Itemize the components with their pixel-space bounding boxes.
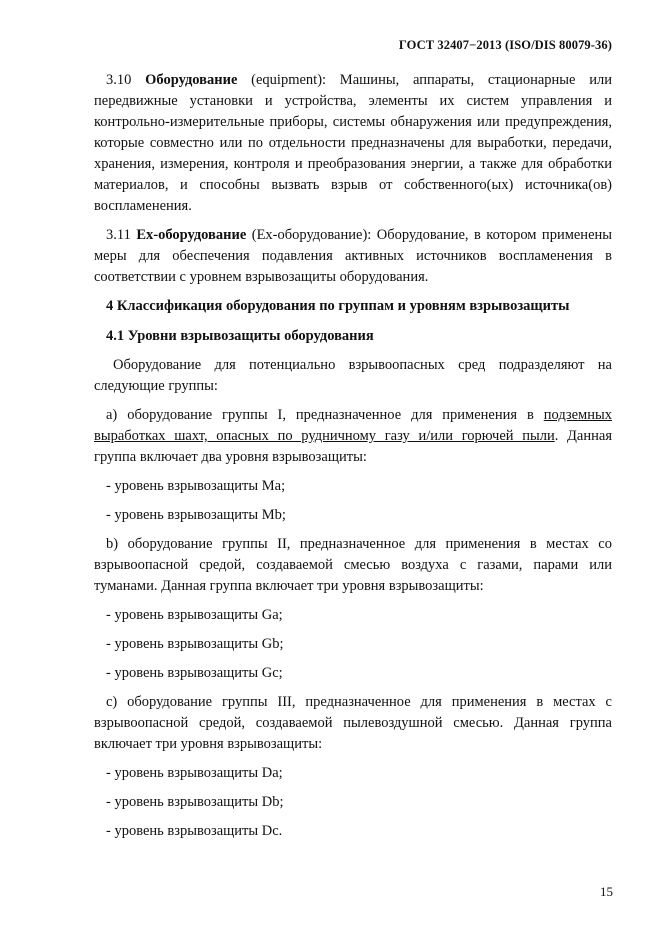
- document-header: ГОСТ 32407−2013 (ISO/DIS 80079-36): [398, 38, 612, 52]
- level-ma: - уровень взрывозащиты Ma;: [106, 478, 286, 494]
- level-gb: - уровень взрывозащиты Gb;: [106, 636, 284, 652]
- group-a-text-start: а) оборудование группы I, предназначенное для применения в: [106, 407, 544, 423]
- level-db: - уровень взрывозащиты Db;: [106, 794, 284, 810]
- clause-number: 3.10: [106, 72, 132, 88]
- level-dc: - уровень взрывозащиты Dc.: [106, 823, 283, 839]
- section-heading-4-1: 4.1 Уровни взрывозащиты оборудования: [106, 328, 374, 344]
- level-mb: - уровень взрывозащиты Mb;: [106, 507, 286, 523]
- page-number: 15: [600, 884, 613, 899]
- group-a-text-end: . Данная группа включает два уровня взрывозащиты:: [94, 428, 612, 465]
- definition-3-10: [94, 70, 612, 217]
- definition-text: (equipment): Машины, аппараты, стационарные или передвижные установки и устройства, элементы их систем управления и контрольно-измерительные приборы, системы обнаружения или предупреждения, которые совместно или по отдельности предназначены для выработки, передачи, хранения, измерения, контроля и преобразования энергии, а также для обработки материалов, и способны вызвать взрыв от собственного(ых) источника(ов) воспламенения.: [94, 72, 612, 214]
- group-c-paragraph: с) оборудование группы III, предназначенное для применения в местах с взрывоопасной средой, создаваемой пылевоздушной смесью. Данная группа включает три уровня взрывозащиты:: [94, 694, 612, 752]
- group-b-paragraph: b) оборудование группы II, предназначенное для применения в местах со взрывоопасной средой, создаваемой смесью воздуха с газами, парами или туманами. Данная группа включает три уровня взрывозащиты:: [94, 536, 612, 594]
- section-heading-4: 4 Классификация оборудования по группам и уровням взрывозащиты: [106, 298, 570, 314]
- term: Ex-оборудование: [136, 227, 247, 243]
- level-da: - уровень взрывозащиты Da;: [106, 765, 283, 781]
- group-a-paragraph: [94, 405, 612, 468]
- intro-paragraph: Оборудование для потенциально взрывоопасных сред подразделяют на следующие группы:: [94, 357, 612, 394]
- term: Оборудование: [145, 72, 238, 88]
- definition-3-11: [94, 225, 612, 288]
- level-ga: - уровень взрывозащиты Ga;: [106, 607, 283, 623]
- group-a-underlined-text: подземных выработках шахт, опасных по рудничному газу и/или горючей пыли: [94, 407, 612, 444]
- level-gc: - уровень взрывозащиты Gc;: [106, 665, 283, 681]
- page-content: [94, 70, 612, 850]
- clause-number: 3.11: [106, 227, 131, 243]
- definition-text: (Ex-оборудование): Оборудование, в котором применены меры для обеспечения подавления активных источников воспламенения в соответствии с уровнем взрывозащиты оборудования.: [94, 227, 613, 285]
